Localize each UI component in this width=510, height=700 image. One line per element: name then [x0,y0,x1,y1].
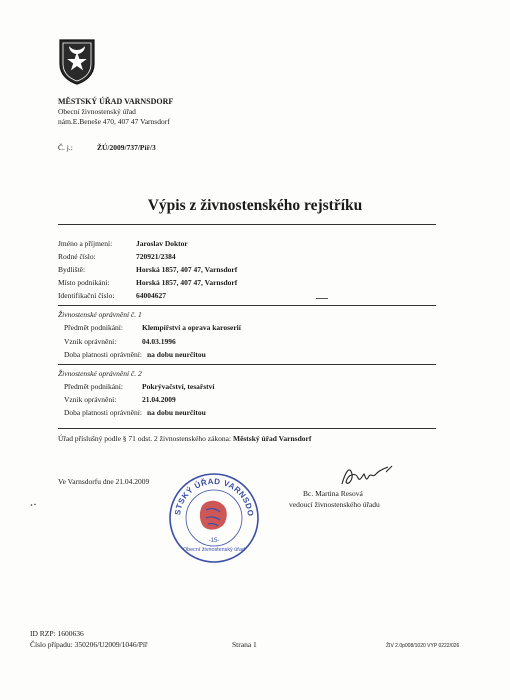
footer-id-rzp: ID RZP: 1600636 [30,629,84,638]
authority-line [58,434,311,443]
name-value: Jaroslav Doktor [136,239,188,248]
office-name: MĚSTSKÝ ÚŘAD VARNSDORF [58,97,174,106]
reference-label: Č. j.: [58,143,73,152]
license-divider [58,364,436,365]
business-place-value: Horská 1857, 407 47, Varnsdorf [136,278,238,287]
stamp-arc-text: STSKÝ ÚŘAD VARNSDO [173,476,256,518]
section-divider [58,305,436,306]
license-1-subject-label: Předmět podnikání: [64,323,123,332]
license-2-validity-label: Doba platnosti oprávnění: [64,408,142,417]
id-number-label: Identifikační číslo: [58,291,115,300]
license-2-heading: Živnostenské oprávnění č. 2 [58,369,142,378]
license-2-origin-value: 21.04.2009 [142,395,176,404]
license-2-subject-value: Pokrývačství, tesařství [142,382,215,391]
office-address: nám.E.Beneše 470, 407 47 Varnsdorf [58,117,170,126]
license-1-origin-value: 04.03.1996 [142,337,176,346]
residence-value: Horská 1857, 407 47, Varnsdorf [136,265,238,274]
authority-divider [58,428,436,429]
title-underline [58,224,436,225]
lion-emblem-icon [200,501,227,530]
birth-number-value: 720921/2384 [136,252,176,261]
footer-case-number: Číslo případu: 350206/U2009/1046/Píř [30,640,148,649]
license-1-subject-value: Klempířství a oprava karoserií [142,323,241,332]
stamp-bottom-text: Obecní živnostenský úřad [182,547,246,553]
signatory-name: Bc. Martina Resová [303,489,363,498]
stamp-number: -15- [208,538,220,544]
handwritten-signature [336,464,396,490]
official-stamp [168,472,260,564]
place-date: Ve Varnsdorfu dne 21.04.2009 [58,477,150,486]
name-label: Jméno a příjmení: [58,239,113,248]
license-1-origin-label: Vznik oprávnění: [64,337,117,346]
license-1-validity-label: Doba platnosti oprávnění: [64,350,142,359]
signatory-role: vedoucí živnostenského úřadu [289,500,380,509]
id-number-value: 64004627 [136,291,166,300]
authority-value: Městský úřad Varnsdorf [232,434,312,443]
footer-code: ŽIV 2.0p008/1020 VYP 0222/026 [386,643,460,649]
birth-number-label: Rodné číslo: [58,252,96,261]
town-coat-of-arms [58,38,96,86]
license-1-validity-value: na dobu neurčitou [147,350,206,359]
page-title: Výpis z živnostenského rejstříku [147,197,363,214]
office-subtitle: Obecní živnostenský úřad [58,107,136,116]
license-2-origin-label: Vznik oprávnění: [64,395,117,404]
footer-page: Strana 1 [232,640,257,649]
license-2-validity-value: na dobu neurčitou [147,408,206,417]
reference-value: ŽÚ/2009/737/Píř/3 [97,143,156,152]
margin-mark [30,494,38,498]
residence-label: Bydliště: [58,265,86,274]
license-2-subject-label: Předmět podnikání: [64,382,123,391]
license-1-heading: Živnostenské oprávnění č. 1 [58,310,142,319]
authority-text: Úřad příslušný podle § 71 odst. 2 živnostenského zákona: [58,434,232,443]
business-place-label: Místo podnikání: [58,278,110,287]
scan-dash [316,298,328,299]
